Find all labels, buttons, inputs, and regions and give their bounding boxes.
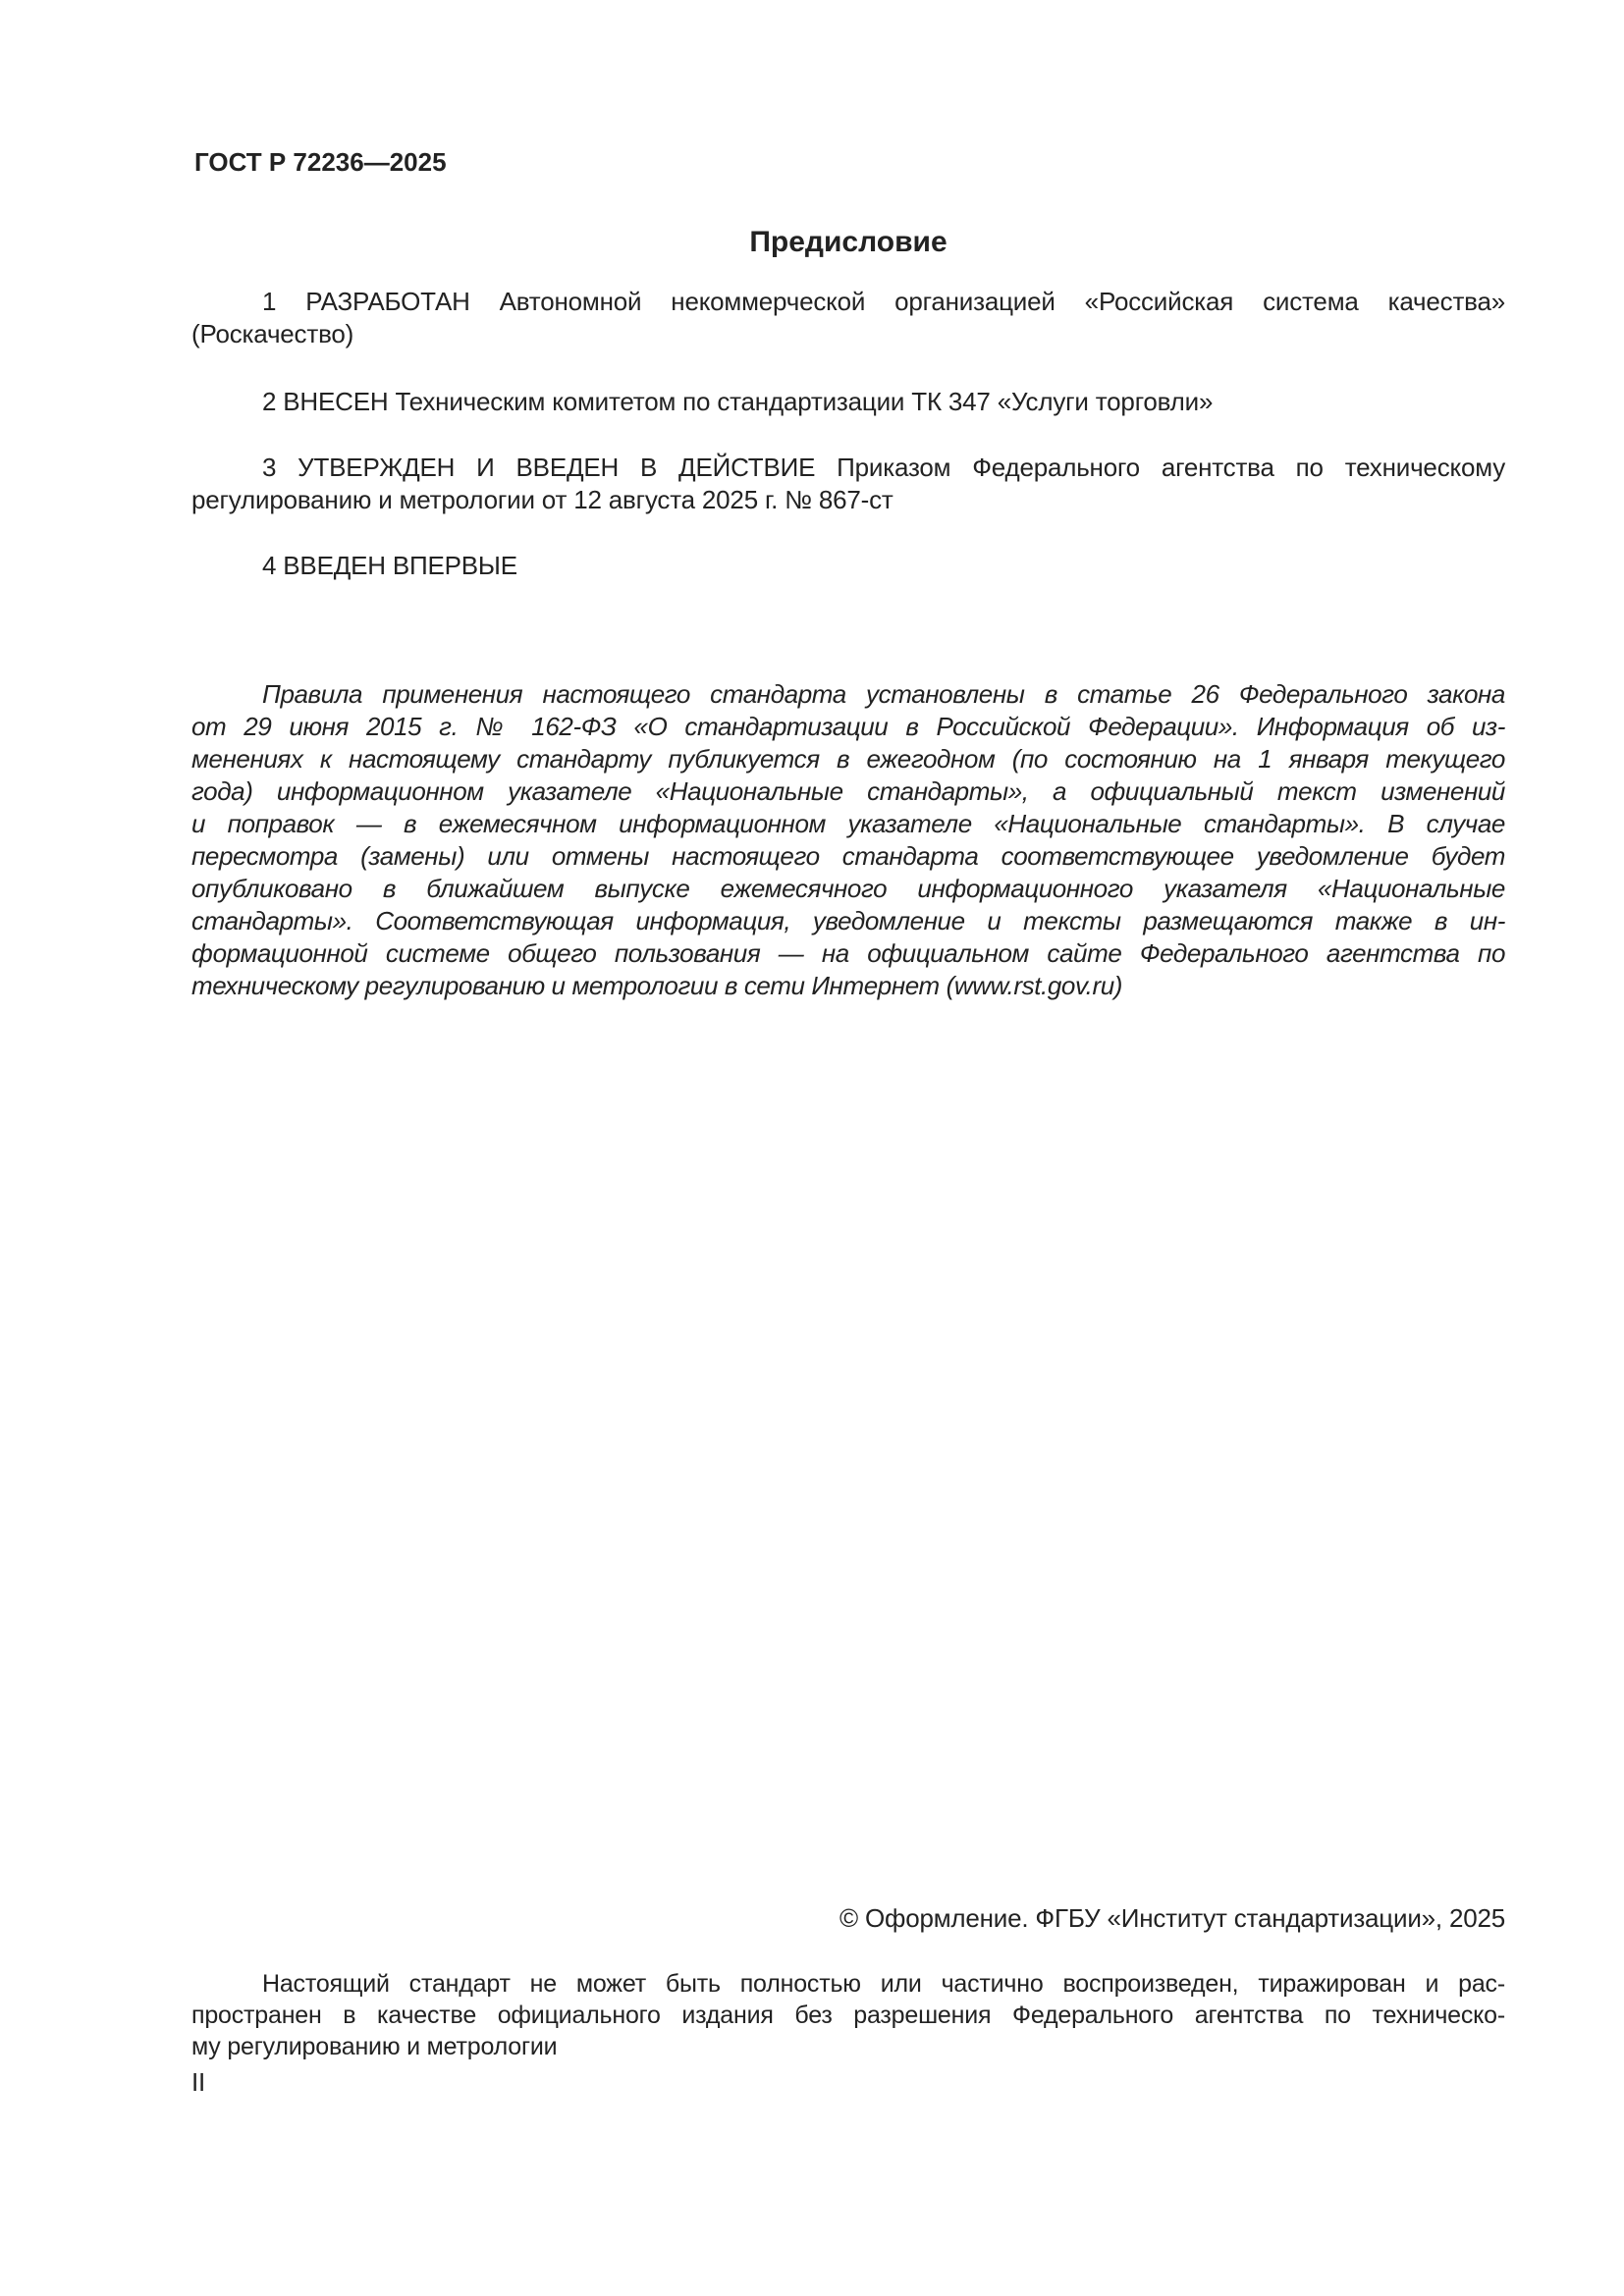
copyright-line: © Оформление. ФГБУ «Институт стандартизации», 2025 [839, 1903, 1505, 1933]
text-line: 3 УТВЕРЖДЕН И ВВЕДЕН В ДЕЙСТВИЕ Приказом Федерального агентства по техническому [262, 453, 1505, 482]
text-line: (Роскачество) [191, 319, 354, 348]
text-line: года) информационном указателе «Национальные стандарты», а официальный текст изменений [191, 776, 1505, 806]
standard-code-header: ГОСТ Р 72236—2025 [194, 147, 447, 177]
text-line: му регулированию и метрологии [191, 2033, 558, 2060]
text-line: техническому регулированию и метрологии в сети Интернет (www.rst.gov.ru) [191, 971, 1123, 1000]
text-line: пересмотра (замены) или отмены настоящего стандарта соответствующее уведомление будет [191, 841, 1505, 871]
text-line: и поправок — в ежемесячном информационном указателе «Национальные стандарты». В случае [191, 809, 1505, 838]
text-line: Правила применения настоящего стандарта установлены в статье 26 Федерального закона [262, 679, 1505, 709]
page-number: II [191, 2067, 206, 2097]
text-line: 1 РАЗРАБОТАН Автономной некоммерческой организацией «Российская система качества» [262, 287, 1505, 316]
text-line: пространен в качестве официального издания без разрешения Федерального агентства по техническо- [191, 2002, 1505, 2029]
foreword-paragraph-developed [191, 286, 1505, 350]
text-line: опубликовано в ближайшем выпуске ежемесячного информационного указателя «Национальные [191, 874, 1505, 903]
text-line: регулированию и метрологии от 12 августа 2025 г. № 867-ст [191, 485, 893, 514]
text-line: 4 ВВЕДЕН ВПЕРВЫЕ [262, 551, 517, 580]
foreword-paragraph-first-edition [191, 550, 1505, 582]
text-line: формационной системе общего пользования — на официальном сайте Федерального агентства по [191, 938, 1505, 968]
text-line: от 29 июня 2015 г. № 162-ФЗ «О стандартизации в Российской Федерации». Информация об из- [191, 712, 1505, 741]
reproduction-restriction-note [191, 1968, 1505, 2062]
text-line: стандарты». Соответствующая информация, уведомление и тексты размещаются также в ин- [191, 906, 1505, 935]
legal-application-note [191, 678, 1505, 1002]
foreword-paragraph-submitted [191, 386, 1505, 418]
text-line: 2 ВНЕСЕН Техническим комитетом по стандартизации ТК 347 «Услуги торговли» [262, 387, 1214, 416]
foreword-paragraph-approved [191, 452, 1505, 516]
text-line: менениях к настоящему стандарту публикуется в ежегодном (по состоянию на 1 января текущего [191, 744, 1505, 774]
document-title: Предисловие [749, 226, 947, 258]
text-line: Настоящий стандарт не может быть полностью или частично воспроизведен, тиражирован и рас- [262, 1970, 1505, 1998]
